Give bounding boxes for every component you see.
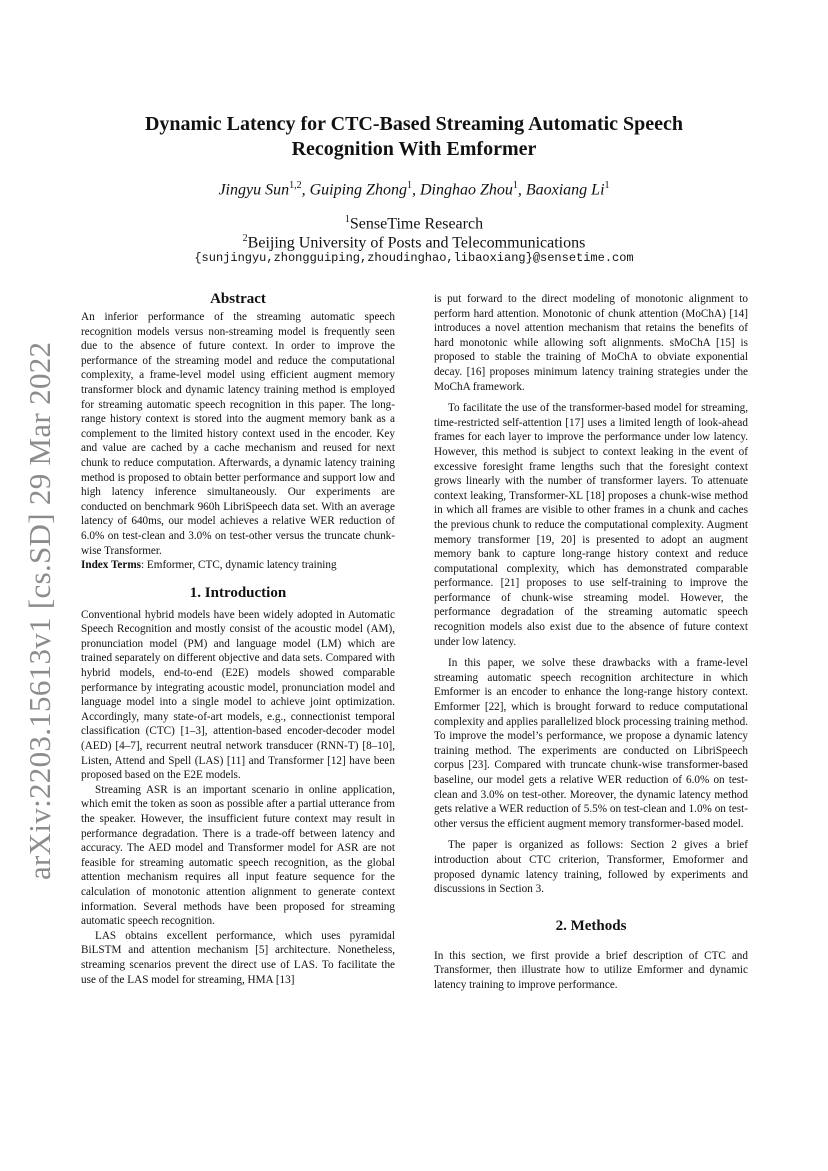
author-affiliation-mark: 1 (512, 180, 518, 191)
author-name: Dinghao Zhou (419, 181, 513, 199)
introduction-heading: 1. Introduction (189, 584, 287, 601)
title-line-2: Recognition With Emformer (291, 138, 537, 160)
intro-paragraph-5: In this paper, we solve these drawbacks with a frame-level streaming automatic speech recognition architecture in which Emformer is an encoder to enhance the long-range history context. Emformer [22], which is brought forward to reduce computational complexity and applies parallelized block processing training method. To improve the model’s performance, we propose a dynamic latency training method. The experiments are conducted on LibriSpeech corpus [23]. Compared with truncate chunk-wise transformer-based baseline, our model gets a relative WER reduction of 6.0% on test-clean and 3.0% on test-other. Moreover, the dynamic latency method gets relative a WER reduction of 5.5% on test-clean and 1.0% on test-other versus the efficient augment memory transformer-based model. (434, 657, 748, 830)
intro-paragraph-4: To facilitate the use of the transformer-based model for streaming, time-restricted self-attention [17] uses a limited length of look-ahead frames for each layer to improve the performance under low latency. However, this method is subject to context leaking in the event of excessive foresight frame lengths such that the foresight context grows linearly with the number of transformer layers. To attenuate context leaking, Transformer-XL [18] proposes a chunk-wise method in which all frames are visible to other frames in a chunk and caches the previous chunk to reduce the computational complexity. Augment memory transformer [19, 20] is presented to adopt an augment memory bank to capture long-range history context and reduce computational complexity, which has demonstrated comparable performance. [21] proposes to use self-training to improve the performance of chunk-wise streaming model. However, the performance degradation of the streaming automatic speech recognition models also exist due to the absence of future context under low latency. (434, 402, 748, 648)
title-line-1: Dynamic Latency for CTC-Based Streaming Automatic Speech (144, 113, 684, 135)
abstract-heading: Abstract (210, 291, 266, 307)
author-name: Jingyu Sun (218, 181, 290, 199)
index-terms-label: Index Terms (81, 559, 141, 572)
right-column (434, 292, 748, 993)
index-terms (81, 558, 395, 573)
author-affiliation-mark: 1 (406, 180, 412, 191)
abstract-text: An inferior performance of the streaming automatic speech recognition models versus non-streaming model is frequently seen due to the absence of future context. In order to improve the performance of the streaming model and reduce the computational complexity, a frame-level model using efficient augment memory transformer block and dynamic latency training method is employed for streaming automatic speech recognition in this paper. The long-range history context is stored into the augment memory bank as a complement to the limited history context used in the encoder. Key and value are cached by a cache mechanism and reused for next chunk to reduce computation. Afterwards, a dynamic latency training method is proposed to obtain better performance and support low and high latency inference simultaneously. Our experiments are conducted on benchmark 960h LibriSpeech data set. With an average latency of 640ms, our model achieves a relative WER reduction of 6.0% on test-clean and 3.0% on test-other versus the truncate chunk-wise Transformer. (81, 311, 395, 557)
methods-paragraph-1: In this section, we first provide a brief description of CTC and Transformer, then illustrate how to utilize Emformer and dynamic latency training to improve performance. (434, 949, 748, 991)
paper-title (100, 112, 728, 162)
left-column (81, 290, 395, 987)
arxiv-sidebar-stamp: arXiv:2203.15613v1 [cs.SD] 29 Mar 2022 (22, 341, 57, 880)
author-affiliation-mark: 1,2 (289, 180, 302, 191)
author-separator: , (301, 181, 310, 199)
intro-paragraph-3: LAS obtains excellent performance, which uses pyramidal BiLSTM and attention mechanism [5] architecture. Nonetheless, streaming scenarios prevent the direct use of LAS. To facilitate the use of the LAS model for streaming, HMA [13] (81, 929, 395, 986)
affiliation-mark: 1 (344, 214, 350, 225)
affiliation-mark: 2 (242, 233, 248, 244)
author-list (100, 176, 728, 200)
affiliation-name: Beijing University of Posts and Telecommunications (247, 234, 586, 252)
affiliation-name: SenseTime Research (349, 215, 484, 233)
intro-paragraph-3-continued: is put forward to the direct modeling of monotonic alignment to perform hard attention. Monotonic of chunk attention (MoChA) [14] introduces a novel attention mechanism that retains the benefits of hard monotonic while allowing soft alignments. sMoChA [15] is proposed to stable the training of MoChA to obviate exponential decay. [16] proposes minimum latency training strategies under the MoChA framework. (434, 293, 748, 393)
author-emails: {sunjingyu,zhongguiping,zhoudinghao,libaoxiang}@sensetime.com (194, 251, 634, 265)
intro-paragraph-1: Conventional hybrid models have been widely adopted in Automatic Speech Recognition and mostly consist of the acoustic model (AM), pronunciation model (PM) and language model (LM) which are trained separately on different objective and data sets. Compared with hybrid models, end-to-end (E2E) models showed comparable performance by integrating acoustic model, pronunciation model and language model into a single model to achieve joint optimization. Accordingly, many state-of-art models, e.g., connectionist temporal classification (CTC) [1–3], attention-based encoder-decoder model (AED) [4–7], recurrent neutral network transducer (RNN-T) [8–10], Listen, Attend and Spell (LAS) [11] and Transformer [12] have been proposed based on the E2E models. (81, 608, 395, 782)
author-separator: , (517, 181, 526, 199)
author-separator: , (411, 181, 420, 199)
author-affiliation-mark: 1 (604, 180, 610, 191)
index-terms-text: : Emformer, CTC, dynamic latency training (141, 559, 337, 572)
author-name: Baoxiang Li (525, 181, 605, 199)
author-name: Guiping Zhong (309, 181, 407, 199)
intro-paragraph-6: The paper is organized as follows: Section 2 gives a brief introduction about CTC criterion, Transformer, Emoformer and proposed dynamic latency training, followed by experiments and discussions in Section 3. (434, 839, 748, 896)
methods-heading: 2. Methods (555, 917, 627, 934)
intro-paragraph-2: Streaming ASR is an important scenario in online application, which emit the token as soon as possible after a partial utterance from the speaker. However, the insufficient future context may result in performance degradation. There is a trade-off between latency and accuracy. The AED model and Transformer model for ASR are not feasible for streaming automatic speech recognition, as the global attention mechanism requires all input feature sequence for the calculation of monotonic attention alignment to generate context information. Several methods have been proposed for streaming automatic speech recognition. (81, 783, 395, 928)
